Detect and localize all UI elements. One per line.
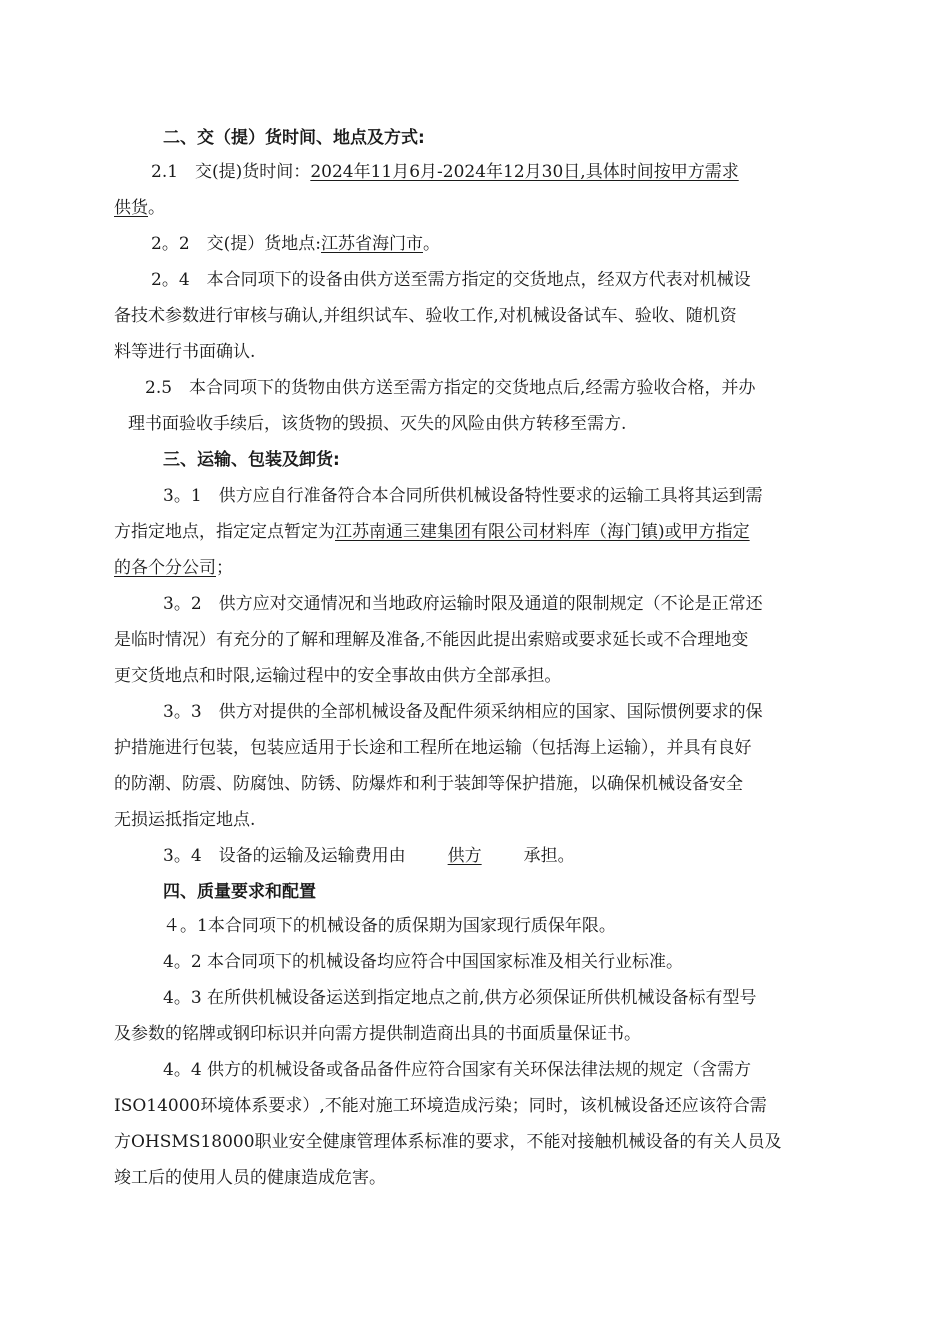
delivery-time-value-cont: 供货	[114, 198, 148, 218]
clause-2-4-line-3: 料等进行书面确认.	[114, 342, 256, 362]
clause-3-2-line-2: 是临时情况）有充分的了解和理解及准备,不能因此提出索赔或要求延长或不合理地变	[114, 630, 749, 650]
clause-4-4-line-2: ISO14000环境体系要求）,不能对施工环境造成污染；同时，该机械设备还应该符合需	[114, 1096, 767, 1116]
section-2-heading: 二、交（提）货时间、地点及方式:	[163, 128, 425, 148]
clause-2-2: 2。2 交(提）货地点:江苏省海门市。	[151, 234, 440, 254]
designated-location-value: 江苏南通三建集团有限公司材料库（海门镇)或甲方指定	[335, 522, 750, 542]
designated-location-value-cont: 的各个分公司	[114, 558, 216, 578]
clause-4-1: ４。1本合同项下的机械设备的质保期为国家现行质保年限。	[163, 916, 616, 936]
transport-cost-party-field: 供方	[447, 846, 482, 866]
section-4-heading: 四、质量要求和配置	[163, 882, 316, 902]
clause-2-1-line-1	[151, 156, 739, 188]
clause-2-5-line-1: 2.5 本合同项下的货物由供方送至需方指定的交货地点后,经需方验收合格，并办	[145, 378, 756, 398]
clause-2-5-line-2: 理书面验收手续后，该货物的毁损、灭失的风险由供方转移至需方.	[128, 414, 627, 434]
delivery-location-value: 江苏省海门市	[321, 234, 423, 254]
clause-2-4-line-2: 备技术参数进行审核与确认,并组织试车、验收工作,对机械设备试车、验收、随机资	[114, 306, 737, 326]
clause-3-4: 3。4 设备的运输及运输费用由 供方 承担。	[163, 840, 575, 872]
clause-3-1-line-2: 方指定地点，指定定点暂定为江苏南通三建集团有限公司材料库（海门镇)或甲方指定	[114, 522, 750, 542]
clause-2-1-lead: 2.1 交(提)货时间：	[151, 162, 311, 182]
clause-3-1-line-1: 3。1 供方应自行准备符合本合同所供机械设备特性要求的运输工具将其运到需	[163, 486, 763, 506]
clause-4-4-line-4: 竣工后的使用人员的健康造成危害。	[114, 1168, 386, 1188]
clause-3-1-line-3: 的各个分公司；	[114, 558, 233, 578]
clause-4-3-line-1: 4。3 在所供机械设备运送到指定地点之前,供方必须保证所供机械设备标有型号	[163, 988, 757, 1008]
clause-2-4-line-1: 2。4 本合同项下的设备由供方送至需方指定的交货地点，经双方代表对机械设	[151, 270, 751, 290]
clause-3-2-line-3: 更交货地点和时限,运输过程中的安全事故由供方全部承担。	[114, 666, 562, 686]
clause-3-3-line-1: 3。3 供方对提供的全部机械设备及配件须采纳相应的国家、国际惯例要求的保	[163, 702, 763, 722]
clause-3-3-line-4: 无损运抵指定地点.	[114, 810, 256, 830]
clause-4-2: 4。2 本合同项下的机械设备均应符合中国国家标准及相关行业标准。	[163, 952, 684, 972]
clause-4-4-line-3: 方OHSMS18000职业安全健康管理体系标准的要求，不能对接触机械设备的有关人员及	[114, 1132, 782, 1152]
clause-3-3-line-2: 护措施进行包装，包装应适用于长途和工程所在地运输（包括海上运输），并具有良好	[114, 738, 752, 758]
clause-4-3-line-2: 及参数的铭牌或钢印标识并向需方提供制造商出具的书面质量保证书。	[114, 1024, 641, 1044]
clause-3-3-line-3: 的防潮、防震、防腐蚀、防锈、防爆炸和利于装卸等保护措施，以确保机械设备安全	[114, 774, 743, 794]
clause-4-4-line-1: 4。4 供方的机械设备或备品备件应符合国家有关环保法律法规的规定（含需方	[163, 1060, 752, 1080]
clause-2-1-line-2: 供货。	[114, 198, 165, 218]
delivery-time-value: 2024年11月6月-2024年12月30日,具体时间按甲方需求	[310, 162, 739, 182]
section-3-heading: 三、运输、包装及卸货:	[163, 450, 340, 470]
clause-3-2-line-1: 3。2 供方应对交通情况和当地政府运输时限及通道的限制规定（不论是正常还	[163, 594, 763, 614]
